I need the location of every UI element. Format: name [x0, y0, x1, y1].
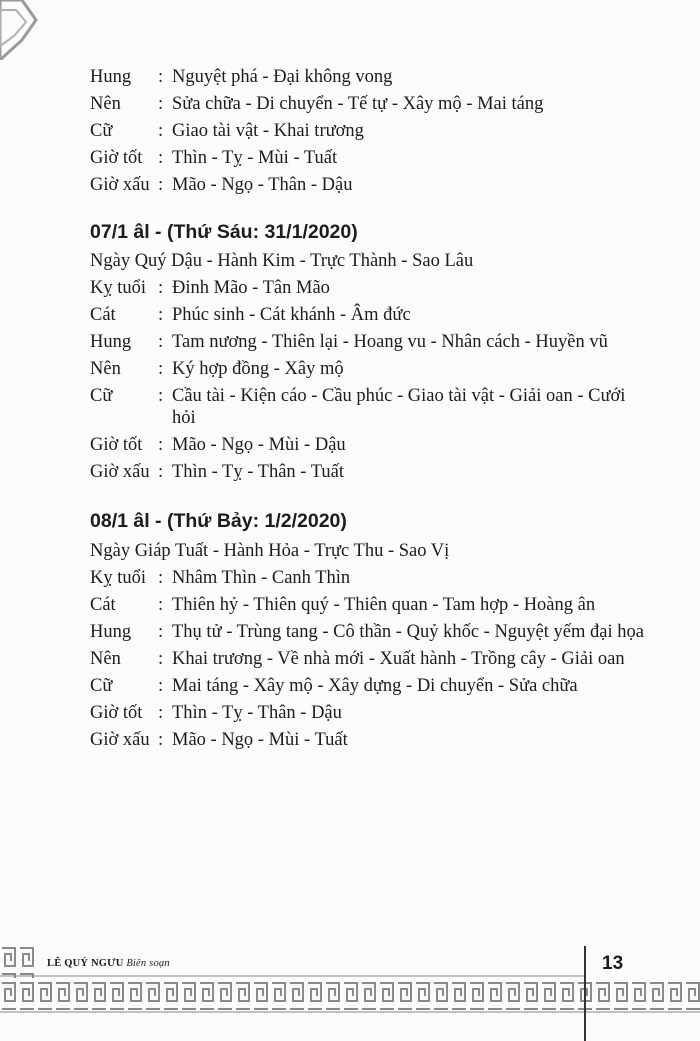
row-colon: : [158, 675, 164, 696]
row-value: Ký hợp đồng - Xây mộ [172, 358, 344, 379]
row-colon: : [158, 358, 164, 379]
row-label: Giờ tốt [90, 702, 143, 723]
row-label: Hung [90, 67, 132, 87]
footer-author [47, 958, 170, 969]
row-value: Mão - Ngọ - Mùi - Tuất [172, 729, 348, 750]
row-value: Khai trương - Về nhà mới - Xuất hành - Trồng cây - Giải oan [172, 648, 625, 669]
author-role: Biên soạn [126, 958, 170, 969]
row-colon: : [158, 567, 164, 588]
row-value: Mão - Ngọ - Thân - Dậu [172, 175, 353, 195]
row-colon: : [158, 277, 164, 298]
row-label: Giờ xấu [90, 175, 150, 195]
footer-divider [584, 946, 586, 1041]
row-value: Thìn - Tỵ - Mùi - Tuất [172, 148, 338, 168]
row-colon: : [158, 594, 164, 615]
row-label: Nên [90, 648, 121, 669]
row-value: Nhâm Thìn - Canh Thìn [172, 567, 351, 588]
row-value: Mai táng - Xây mộ - Xây dựng - Di chuyển - Sửa chữa [172, 675, 578, 696]
row-colon: : [158, 621, 164, 642]
row-label: Giờ xấu [90, 462, 150, 482]
row-colon: : [158, 648, 164, 669]
entry-heading: 08/1 âl - (Thứ Bảy: 1/2/2020) [90, 509, 347, 532]
entry-summary: Ngày Quý Dậu - Hành Kim - Trực Thành - Sao Lâu [90, 250, 474, 271]
row-label: Nên [90, 94, 121, 114]
row-colon: : [158, 385, 164, 406]
row-label: Cữ [90, 385, 113, 406]
row-colon: : [158, 462, 164, 482]
row-label: Giờ tốt [90, 148, 143, 168]
row-value: Thụ tử - Trùng tang - Cô thần - Quỷ khốc - Nguyệt yếm đại họa [172, 621, 644, 642]
row-colon: : [158, 121, 164, 141]
row-label: Nên [90, 358, 121, 379]
row-colon: : [158, 702, 164, 723]
row-colon: : [158, 148, 164, 168]
row-label: Giờ tốt [90, 435, 143, 455]
row-value: Nguyệt phá - Đại không vong [172, 67, 393, 87]
row-colon: : [158, 435, 164, 455]
row-label: Cữ [90, 121, 113, 141]
row-value: Mão - Ngọ - Mùi - Dậu [172, 435, 346, 455]
entry-heading: 07/1 âl - (Thứ Sáu: 31/1/2020) [90, 220, 358, 243]
row-label: Hung [90, 331, 132, 352]
row-value: Thiên hỷ - Thiên quý - Thiên quan - Tam hợp - Hoàng ân [172, 594, 596, 615]
row-colon: : [158, 729, 164, 750]
row-label: Kỵ tuổi [90, 567, 147, 588]
page-number: 13 [602, 953, 624, 974]
row-label: Cát [90, 594, 116, 615]
row-value: Tam nương - Thiên lại - Hoang vu - Nhân cách - Huyền vũ [172, 331, 608, 352]
row-label: Cát [90, 304, 116, 325]
row-value: Đinh Mão - Tân Mão [172, 277, 330, 298]
entry-summary: Ngày Giáp Tuất - Hành Hỏa - Trực Thu - Sao Vị [90, 540, 450, 561]
row-colon: : [158, 94, 164, 114]
row-colon: : [158, 331, 164, 352]
author-name: LÊ QUÝ NGƯU [47, 958, 124, 969]
row-label: Cữ [90, 675, 113, 696]
row-value: Giao tài vật - Khai trương [172, 121, 364, 141]
row-value: Thìn - Tỵ - Thân - Tuất [172, 462, 344, 482]
row-label: Giờ xấu [90, 729, 150, 750]
row-value: Phúc sinh - Cát khánh - Âm đức [172, 304, 411, 325]
row-colon: : [158, 67, 164, 87]
row-label: Kỵ tuổi [90, 277, 147, 298]
row-value: Thìn - Tỵ - Thân - Dậu [172, 702, 342, 723]
row-colon: : [158, 304, 164, 325]
row-value: Sửa chữa - Di chuyển - Tế tự - Xây mộ - Mai táng [172, 94, 544, 114]
row-colon: : [158, 175, 164, 195]
row-value: Cầu tài - Kiện cáo - Cầu phúc - Giao tài vật - Giải oan - Cưới hỏi [172, 385, 626, 428]
row-label: Hung [90, 621, 132, 642]
